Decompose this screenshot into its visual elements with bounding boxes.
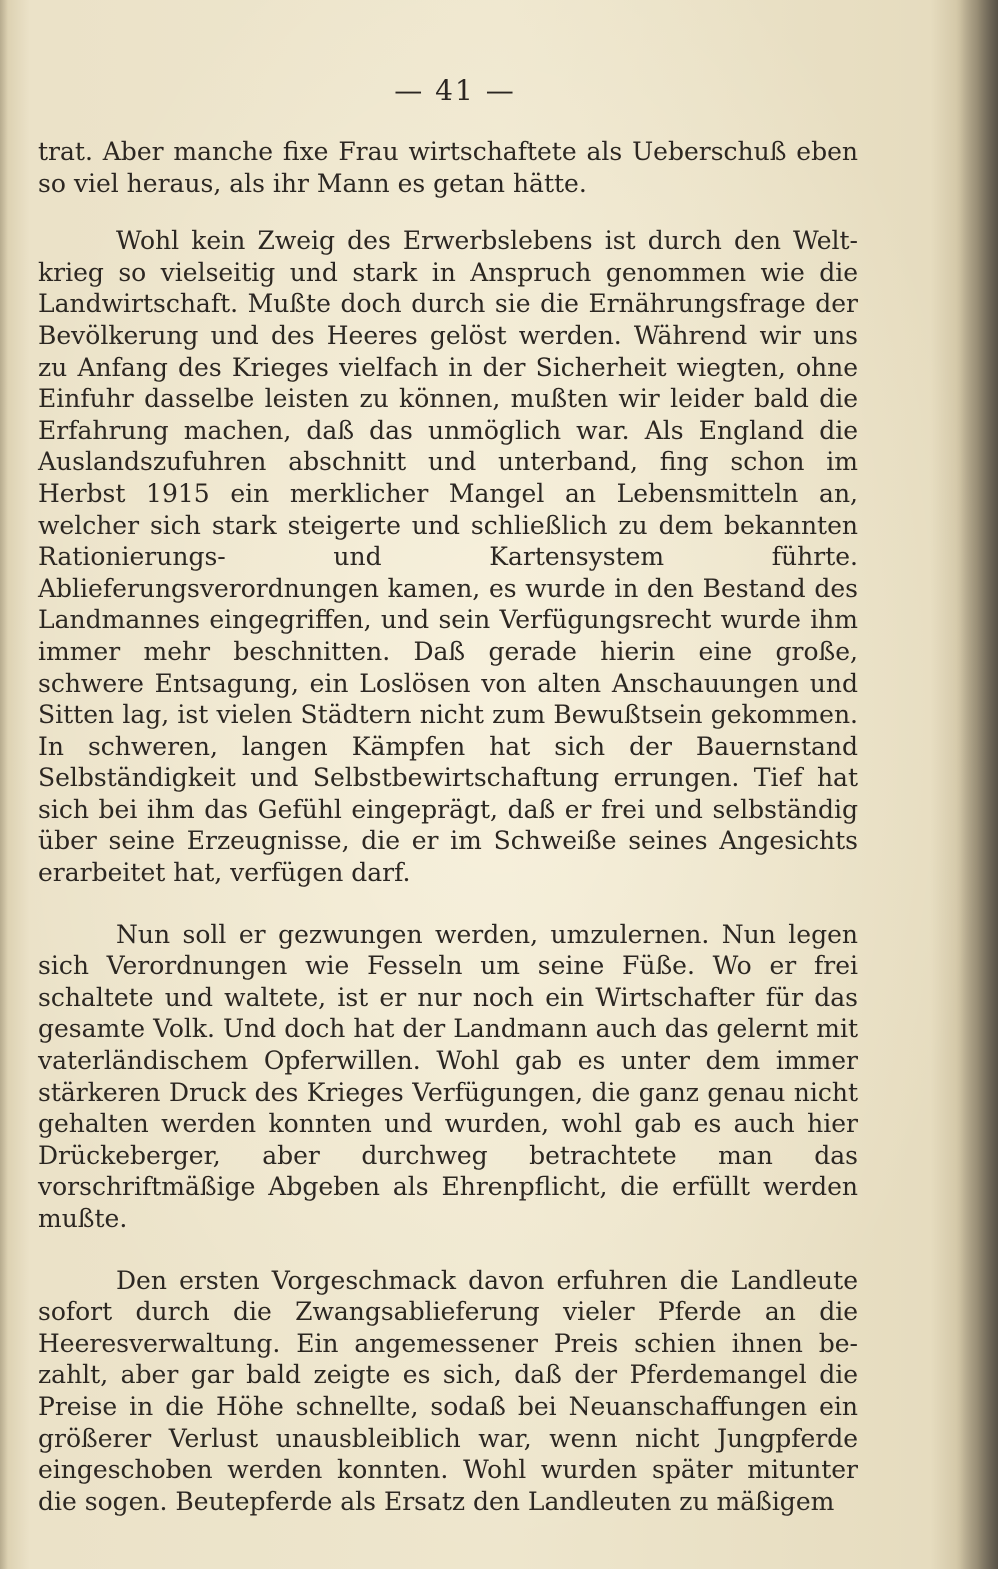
paragraph-3: Nun soll er gezwungen werden, umzulernen. Nun legen sich Verordnungen wie Fesseln um seine Füße. Wo er frei schaltete und waltete, ist er nur noch ein Wirtschafter für das gesamte Volk. Und doch hat der Landmann auch das gelernt mit vaterländischem Opferwillen. Wohl gab es unter dem immer stärkeren Druck des Krieges Verfügungen, die ganz genau nicht gehalten werden konnten und wurden, wohl gab es auch hier Drückeberger, aber durchweg betrachtete man das vorschriftmäßige Abgeben als Ehrenpflicht, die erfüllt werden mußte. [38, 919, 858, 1233]
page-number: — 41 — [394, 74, 516, 107]
page-left-edge [0, 0, 8, 1569]
paragraph-1: trat. Aber manche fixe Frau wirtschaftete als Ueberschuß eben so viel heraus, als ihr Mann es getan hätte. [38, 137, 858, 198]
body-text [38, 136, 858, 1517]
paragraph-4: Den ersten Vorgeschmack davon erfuhren die Landleute sofort durch die Zwangsablieferung vieler Pferde an die Heeresverwaltung. Ein angemessener Preis schien ihnen bezahlt, aber gar bald zeigte es sich, daß der Pferdemangel die Preise in die Höhe schnellte, sodaß bei Neuanschaffungen ein größerer Verlust unausbleiblich war, wenn nicht Jungpferde eingeschoben werden konnten. Wohl wurden später mitunter die sogen. Beutepferde als Ersatz den Landleuten zu mäßigem [38, 1265, 858, 1516]
paragraph-2: Wohl kein Zweig des Erwerbslebens ist durch den Weltkrieg so vielseitig und stark in Anspruch genommen wie die Landwirtschaft. Mußte doch durch sie die Ernährungsfrage der Bevölkerung und des Heeres gelöst werden. Während wir uns zu Anfang des Krieges vielfach in der Sicherheit wiegten, ohne Einfuhr dasselbe leisten zu können, mußten wir leider bald die Erfahrung machen, daß das unmöglich war. Als England die Auslandszufuhren abschnitt und unterband, fing schon im Herbst 1915 ein merklicher Mangel an Lebensmitteln an, welcher sich stark steigerte und schließlich zu dem bekannten Rationierungs- und Kartensystem führte. Ablieferungsverordnungen kamen, es wurde in den Bestand des Landmannes eingegriffen, und sein Verfügungsrecht wurde ihm immer mehr beschnitten. Daß gerade hierin eine große, schwere Entsagung, ein Loslösen von alten Anschauungen und Sitten lag, ist vielen Städtern nicht zum Bewußtsein gekommen. In schweren, langen Kämpfen hat sich der Bauernstand Selbständigkeit und Selbstbewirtschaftung errungen. Tief hat sich bei ihm das Gefühl eingeprägt, daß er frei und selbständig über seine Erzeugnisse, die er im Schweiße seines Angesichts erarbeitet hat, verfügen darf. [38, 226, 858, 888]
binding-gutter-shadow [956, 0, 998, 1569]
